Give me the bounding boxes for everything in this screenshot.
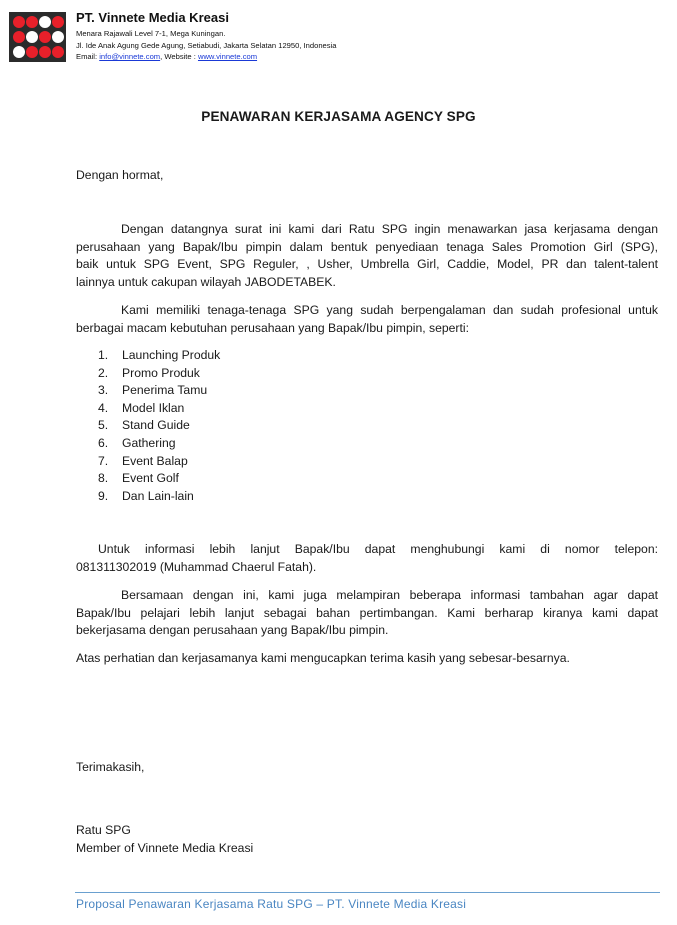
paragraph-line: Dengan datangnya surat ini kami dari Ratu SPG ingin menawarkan jasa kerjasama dengan	[121, 222, 658, 236]
paragraph-line: Kami memiliki tenaga-tenaga SPG yang sudah berpengalaman dan sudah profesional untuk	[121, 303, 658, 317]
list-label: Penerima Tamu	[122, 383, 208, 398]
email-link[interactable]: info@vinnete.com	[99, 52, 161, 61]
website-label: , Website :	[160, 52, 198, 61]
intro-paragraph	[76, 221, 658, 291]
list-item	[98, 400, 220, 418]
signature-role: Member of Vinnete Media Kreasi	[76, 841, 254, 855]
list-item	[98, 470, 220, 488]
list-number: 2.	[98, 365, 109, 380]
list-label: Promo Produk	[122, 365, 200, 380]
logo-dot	[13, 16, 25, 28]
list-label: Gathering	[122, 435, 176, 450]
contact-line	[76, 52, 257, 61]
list-number: 8.	[98, 471, 109, 486]
letter-title: PENAWARAN KERJASAMA AGENCY SPG	[201, 109, 476, 124]
logo-dot	[13, 46, 25, 58]
address-line-2: Jl. Ide Anak Agung Gede Agung, Setiabudi, Jakarta Selatan 12950, Indonesia	[76, 41, 337, 50]
attachment-paragraph	[76, 587, 658, 640]
paragraph-line: Bapak/Ibu pelajari lebih lanjut sebagai bahan pertimbangan. Kami berharap kiranya kami dapat	[76, 605, 658, 620]
paragraph-line: baik untuk SPG Event, SPG Reguler, , Usher, Umbrella Girl, Caddie, Model, PR dan talent-talent	[76, 257, 658, 271]
page-footer: Proposal Penawaran Kerjasama Ratu SPG – PT. Vinnete Media Kreasi	[76, 897, 467, 911]
list-label: Event Balap	[122, 453, 188, 468]
company-name: PT. Vinnete Media Kreasi	[76, 10, 229, 25]
logo-dot	[39, 16, 51, 28]
paragraph-line: 081311302019 (Muhammad Chaerul Fatah).	[76, 559, 317, 574]
closing-line: Atas perhatian dan kerjasamanya kami mengucapkan terima kasih yang sebesar-besarnya.	[76, 651, 570, 665]
paragraph-line: lainnya untuk cakupan wilayah JABODETABEK.	[76, 274, 336, 289]
logo-dot	[26, 16, 38, 28]
logo-dot	[13, 31, 25, 43]
logo-dot	[26, 46, 38, 58]
logo-dot	[52, 16, 64, 28]
list-number: 1.	[98, 348, 109, 362]
address-line-1: Menara Rajawali Level 7-1, Mega Kuningan.	[76, 29, 226, 38]
list-label: Stand Guide	[122, 418, 190, 433]
paragraph-line: perusahaan yang Bapak/Ibu pimpin dalam bentuk penyediaan tenaga Sales Promotion Girl (SPG),	[76, 239, 658, 254]
logo-dot	[52, 46, 64, 58]
list-number: 5.	[98, 418, 109, 433]
list-item	[98, 488, 220, 506]
salutation: Dengan hormat,	[76, 168, 164, 182]
services-list	[98, 347, 220, 505]
list-number: 6.	[98, 435, 109, 450]
list-label: Launching Produk	[122, 348, 221, 362]
signature-name: Ratu SPG	[76, 823, 131, 837]
logo-dot	[39, 31, 51, 43]
logo-dot	[26, 31, 38, 43]
list-item	[98, 382, 220, 400]
list-number: 7.	[98, 453, 109, 468]
thanks-text: Terimakasih,	[76, 760, 145, 774]
list-label: Dan Lain-lain	[122, 488, 194, 503]
list-number: 4.	[98, 400, 109, 415]
logo-dot	[52, 31, 64, 43]
paragraph-line: bekerjasama dengan perusahaan yang Bapak/Ibu pimpin.	[76, 623, 389, 637]
list-item	[98, 347, 220, 365]
contact-paragraph	[76, 541, 658, 576]
logo-dot	[39, 46, 51, 58]
list-item	[98, 417, 220, 435]
list-item	[98, 435, 220, 453]
list-label: Event Golf	[122, 471, 179, 486]
list-number: 3.	[98, 383, 109, 398]
paragraph-line: Untuk informasi lebih lanjut Bapak/Ibu dapat menghubungi kami di nomor telepon:	[98, 542, 658, 556]
paragraph-line: Bersamaan dengan ini, kami juga melampiran beberapa informasi tambahan agar dapat	[121, 588, 658, 602]
list-item	[98, 453, 220, 471]
list-item	[98, 365, 220, 383]
services-intro-paragraph	[76, 302, 658, 337]
footer-divider	[75, 892, 660, 893]
email-label: Email:	[76, 52, 100, 61]
website-link[interactable]: www.vinnete.com	[197, 52, 258, 61]
company-logo	[9, 12, 66, 62]
list-number: 9.	[98, 488, 109, 503]
paragraph-line: berbagai macam kebutuhan perusahaan yang Bapak/Ibu pimpin, seperti:	[76, 320, 469, 335]
list-label: Model Iklan	[122, 400, 185, 415]
